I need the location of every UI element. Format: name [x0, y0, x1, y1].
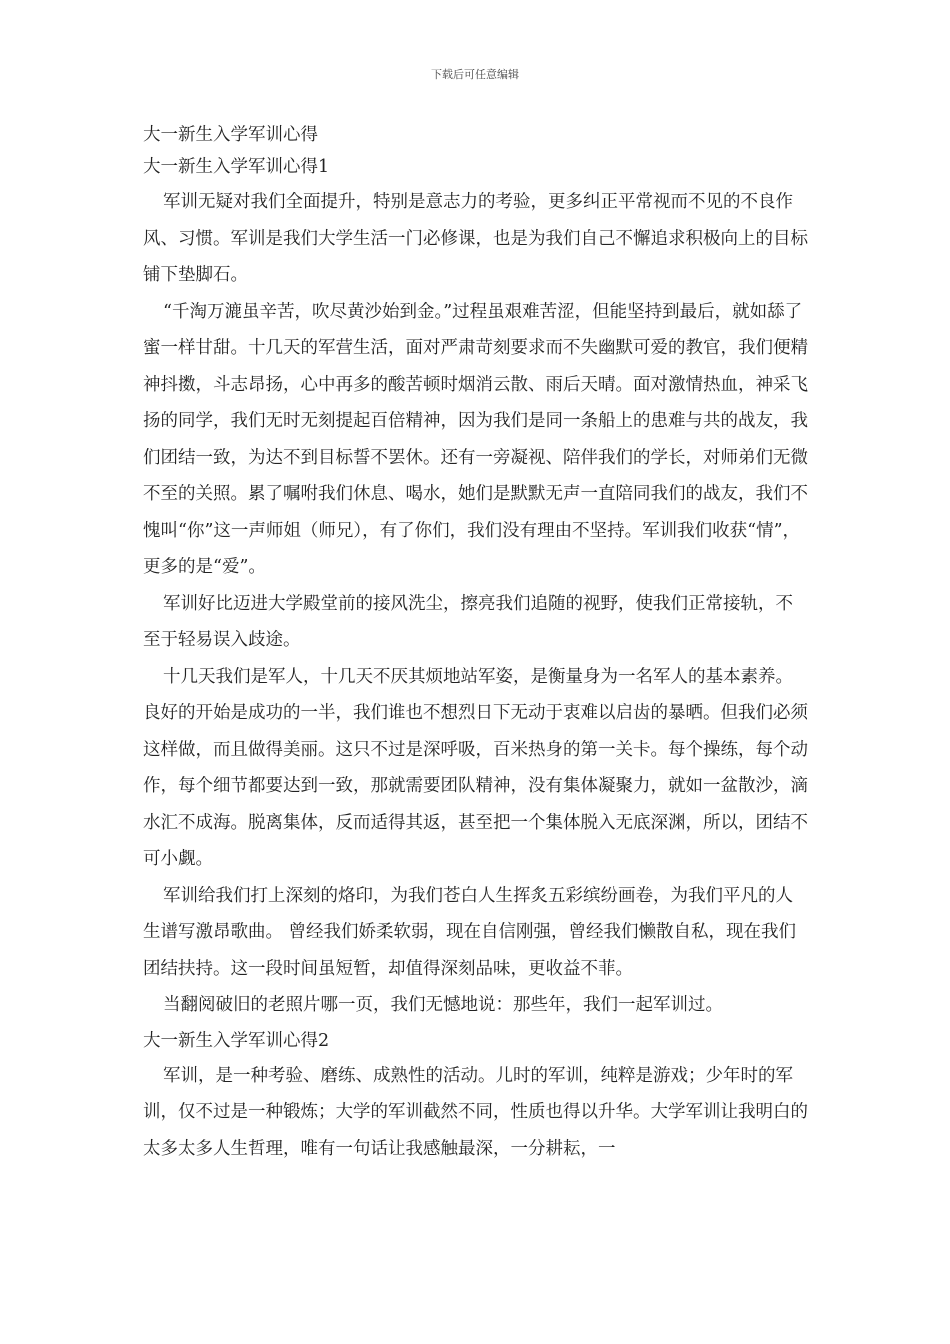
page-header: 下载后可任意编辑 — [431, 68, 519, 81]
paragraph: 十几天我们是军人，十几天不厌其烦地站军姿，是衡量身为一名军人的基本素养。良好的开始是成功的一半，我们谁也不想烈日下无动于衷难以启齿的暴晒。但我们必须这样做，而且做得美丽。这只不过是深呼吸，百米热身的第一关卡。每个操练，每个动作，每个细节都要达到一致，那就需要团队精神，没有集体凝聚力，就如一盆散沙，滴水汇不成海。脱离集体，反而适得其返，甚至把一个集体脱入无底深渊，所以，团结不可小觑。 — [143, 666, 808, 869]
paragraph: 军训，是一种考验、磨练、成熟性的活动。儿时的军训，纯粹是游戏；少年时的军训，仅不过是一种锻炼；大学的军训截然不同，性质也得以升华。大学军训让我明白的太多太多人生哲理，唯有一句话让我感触最深，一分耕耘，一 — [143, 1065, 808, 1159]
document-body — [143, 120, 808, 1167]
paragraph: “千淘万漉虽辛苦，吹尽黄沙始到金。”过程虽艰难苦涩，但能坚持到最后，就如舔了蜜一样甘甜。十几天的军营生活，面对严肃苛刻要求而不失幽默可爱的教官，我们便精神抖擞，斗志昂扬，心中再多的酸苦顿时烟消云散、雨后天晴。面对激情热血，神采飞扬的同学，我们无时无刻提起百倍精神，因为我们是同一条船上的患难与共的战友，我们团结一致，为达不到目标誓不罢休。还有一旁凝视、陪伴我们的学长，对师弟们无微不至的关照。累了嘱咐我们休息、喝水，她们是默默无声一直陪同我们的战友，我们不愧叫“你”这一声师姐（师兄），有了你们，我们没有理由不坚持。军训我们收获“情”，更多的是“爱”。 — [143, 301, 808, 577]
paragraph: 当翻阅破旧的老照片哪一页，我们无憾地说：那些年，我们一起军训过。 — [163, 995, 723, 1015]
section-heading: 大一新生入学军训心得2 — [143, 1030, 330, 1051]
paragraph: 军训好比迈进大学殿堂前的接风洗尘，擦亮我们追随的视野，使我们正常接轨，不至于轻易误入歧途。 — [143, 593, 793, 650]
document-title: 大一新生入学军训心得 — [143, 125, 318, 145]
paragraph: 军训给我们打上深刻的烙印，为我们苍白人生挥炙五彩缤纷画卷，为我们平凡的人生谱写激昂歌曲。 曾经我们娇柔软弱，现在自信刚强，曾经我们懒散自私，现在我们团结扶持。这一段时间虽短暂，却值得深刻品味，更收益不菲。 — [143, 885, 797, 979]
paragraph: 军训无疑对我们全面提升，特别是意志力的考验，更多纠正平常视而不见的不良作风、习惯。军训是我们大学生活一门必修课，也是为我们自己不懈追求积极向上的目标铺下垫脚石。 — [143, 192, 808, 285]
section-heading: 大一新生入学军训心得1 — [143, 157, 330, 177]
